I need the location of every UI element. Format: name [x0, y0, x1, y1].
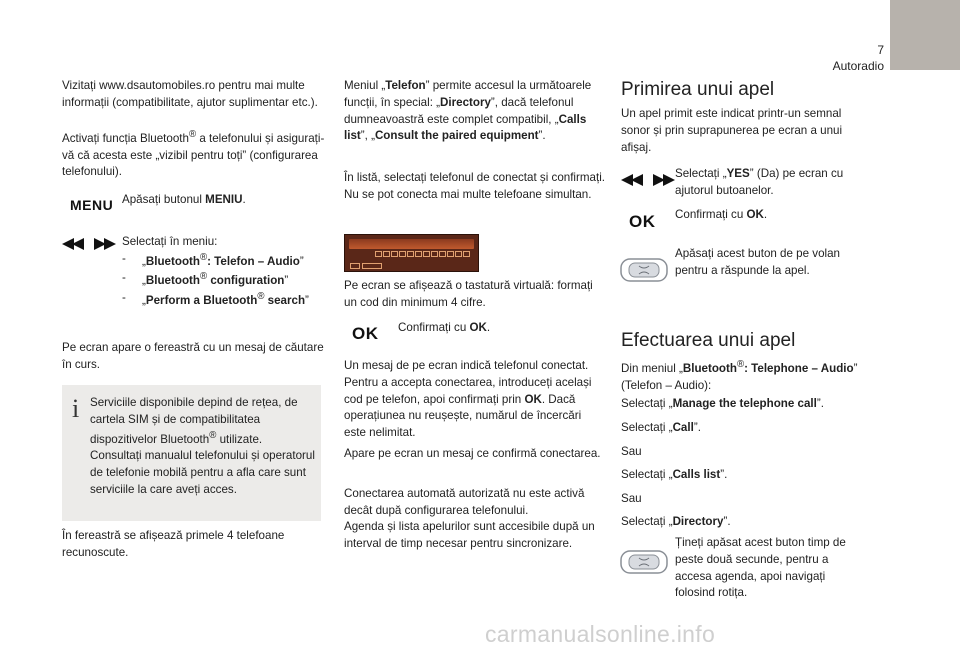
list-item: - „Perform a Bluetooth® search”	[122, 290, 327, 310]
menu-path-list	[122, 251, 327, 310]
press-menu-step: Apăsați butonul MENIU.	[122, 193, 246, 206]
select-phone-paragraph: În listă, selectați telefonul de conectat și confirmați. Nu se pot conecta mai multe telefoane simultan.	[344, 171, 605, 201]
virtual-keyboard-screen	[344, 234, 479, 272]
open-directory-step: Țineți apăsat acest buton timp de peste două secunde, pentru a accesa agenda, apoi navigați folosind rotița.	[675, 536, 846, 600]
info-box	[62, 385, 321, 521]
left-right-arrows-icon	[62, 238, 116, 250]
ok-key-label: OK	[629, 212, 656, 231]
make-call-heading: Efectuarea unui apel	[621, 330, 796, 351]
menu-key-label: MENU	[70, 197, 114, 213]
left-right-arrows-icon	[621, 174, 675, 186]
list-item: - „Bluetooth® configuration”	[122, 270, 327, 290]
confirm-ok-step: Confirmați cu OK.	[675, 208, 768, 221]
screen-keypad	[375, 251, 470, 257]
screen-ok-key	[350, 263, 360, 269]
select-directory: Selectați „Directory”.	[621, 515, 731, 528]
screen-del-key	[362, 263, 382, 269]
select-call: Selectați „Call”.	[621, 421, 701, 434]
steering-wheel-button-icon	[620, 548, 668, 582]
activate-bluetooth-paragraph: Activați funcția Bluetooth® a telefonului și asigurați-vă că acesta este „vizibil pentru toți” (configurarea telefonului).	[62, 129, 325, 179]
auto-connect-paragraph: Conectarea automată autorizată nu este activă decât după configurarea telefonului.	[344, 487, 585, 517]
phones-list-paragraph: În fereastră se afișează primele 4 telefoane recunoscute.	[62, 529, 285, 559]
from-menu-paragraph: Din meniul „Bluetooth®: Telephone – Audio” (Telefon – Audio):	[621, 359, 858, 392]
select-yes-step: Selectați „YES” (Da) pe ecran cu ajutorul butoanelor.	[675, 167, 844, 197]
select-menu-label: Selectați în meniu:	[122, 235, 218, 248]
page-tab	[890, 0, 960, 70]
search-message-paragraph: Pe ecran apare o fereastră cu un mesaj de căutare în curs.	[62, 341, 324, 371]
confirm-ok-step: Confirmați cu OK.	[398, 321, 491, 334]
section-title: Autoradio	[832, 59, 884, 73]
or-label: Sau	[621, 492, 642, 505]
virtual-keyboard-paragraph: Pe ecran se afișează o tastatură virtuală: formați un cod din minimum 4 cifre.	[344, 279, 593, 309]
incoming-call-paragraph: Un apel primit este indicat printr-un semnal sonor și prin suprapunerea pe ecran a unui afișaj.	[621, 107, 843, 154]
confirm-message-paragraph: Apare pe ecran un mesaj ce confirmă conectarea.	[344, 447, 601, 460]
select-menu-step	[122, 234, 327, 310]
watermark: carmanualsonline.info	[485, 621, 716, 647]
answer-call-step: Apăsați acest buton de pe volan pentru a răspunde la apel.	[675, 247, 841, 277]
sync-paragraph: Agenda și lista apelurilor sunt accesibile după un interval de timp necesar pentru sincronizare.	[344, 520, 595, 550]
info-text: Serviciile disponibile depind de rețea, de cartela SIM și de compatibilitatea dispozitivelor Bluetooth® utilizate. Consultați manualul telefonului și operatorul de telefonie mobilă pentru a afla care sunt serviciile la care aveți acces.	[90, 396, 315, 496]
list-item: - „Bluetooth®: Telefon – Audio”	[122, 251, 327, 271]
connection-message-paragraph: Un mesaj de pe ecran indică telefonul conectat. Pentru a accepta conectarea, introduceți același cod pe telefon, apoi confirmați prin OK. Dacă operațiunea nu reușește, numărul de încercări este nelimitat.	[344, 359, 592, 440]
ok-key-label: OK	[352, 324, 379, 343]
intro-paragraph: Vizitați www.dsautomobiles.ro pentru mai multe informații (compatibilitate, ajutor suplimentar etc.).	[62, 79, 318, 109]
select-manage-call: Selectați „Manage the telephone call”.	[621, 397, 824, 410]
page-number: 7	[877, 43, 884, 57]
screen-header-bar	[349, 239, 474, 249]
steering-wheel-button-icon	[620, 256, 668, 290]
receive-call-heading: Primirea unui apel	[621, 79, 775, 100]
info-icon: i	[72, 394, 80, 423]
or-label: Sau	[621, 445, 642, 458]
telephone-menu-paragraph: Meniul „Telefon” permite accesul la următoarele funcții, în special: „Directory”, dacă telefonul dumneavoastră este complet compatibil, „Calls list”, „Consult the paired equipment”.	[344, 79, 592, 143]
select-calls-list: Selectați „Calls list”.	[621, 468, 728, 481]
